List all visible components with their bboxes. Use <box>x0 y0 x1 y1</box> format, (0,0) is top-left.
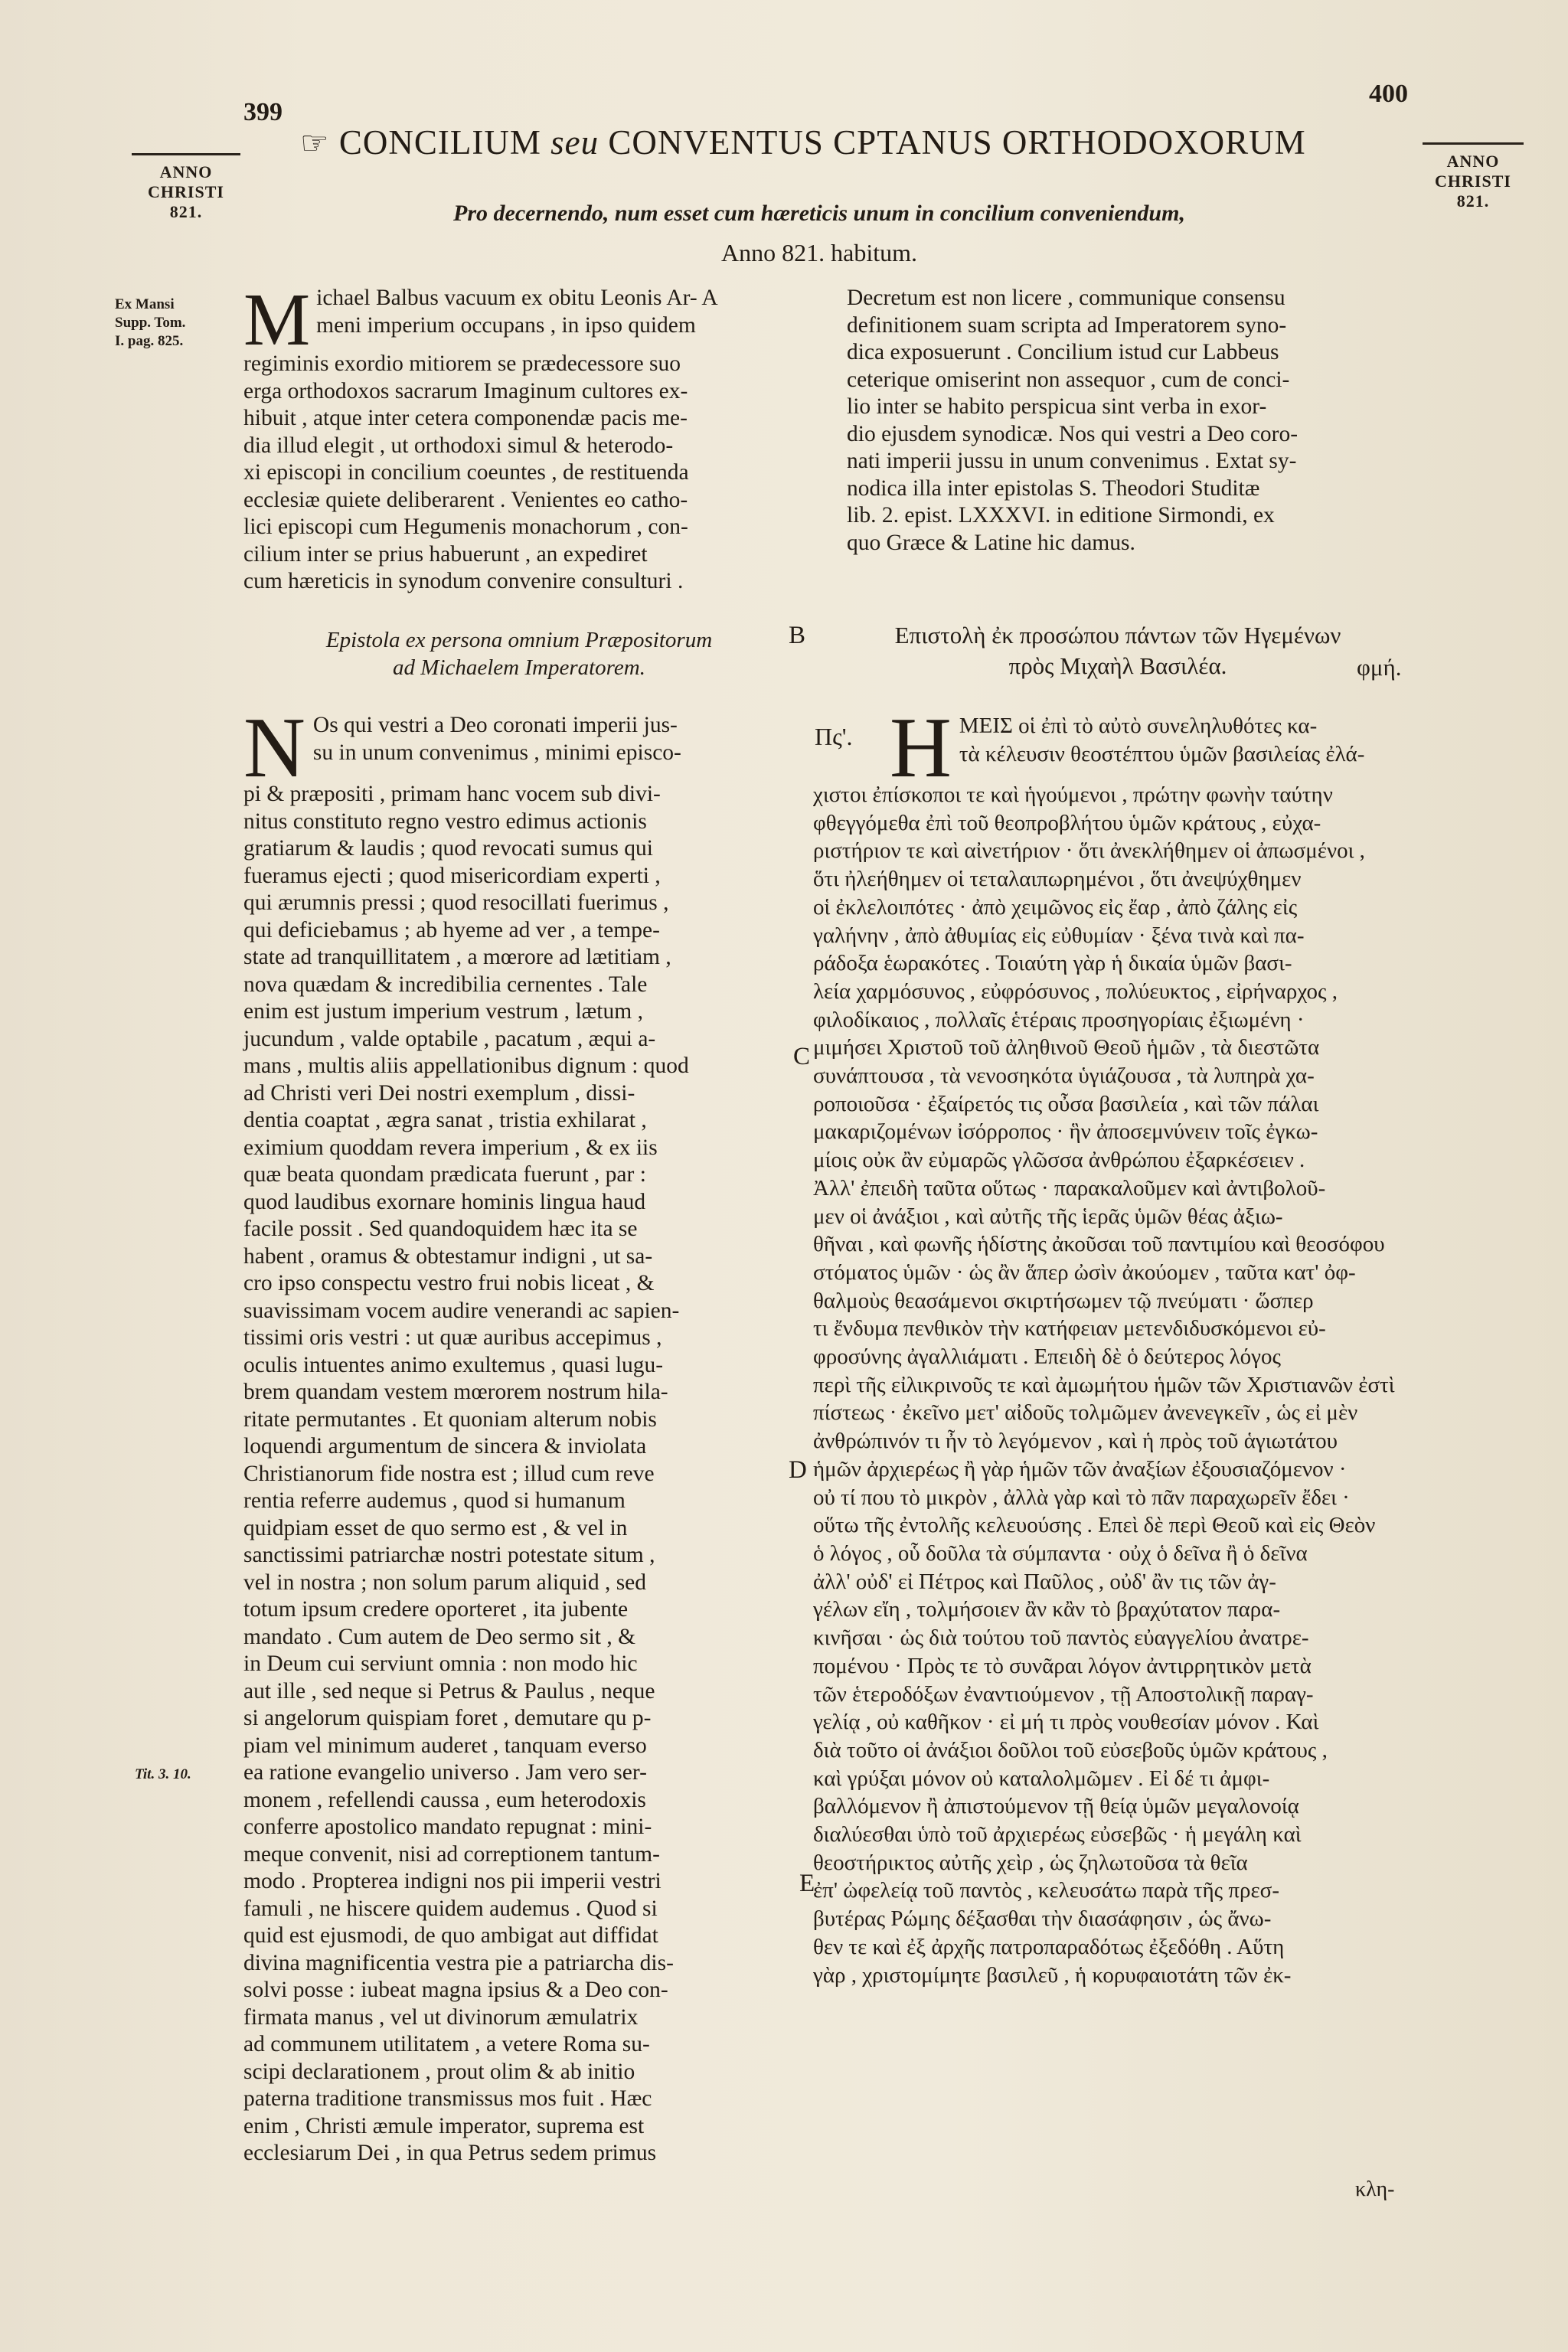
intro-line: ecclesiæ quiete deliberarent . Venientes eo catho- <box>243 487 688 512</box>
latin-line: nova quædam & incredibilia cernentes . Tale <box>243 972 648 997</box>
intro-right-column <box>847 285 1429 557</box>
greek-line: καὶ γρύξαι μόνον οὐ καταλολμῶμεν . Εἰ δέ τι ἀμφι- <box>813 1766 1270 1791</box>
intro-line: nodica illa inter epistolas S. Theodori Studitæ <box>847 475 1260 501</box>
scripture-reference: Tit. 3. 10. <box>135 1766 191 1782</box>
latin-line: Os qui vestri a Deo coronati imperii jus- <box>312 713 678 737</box>
latin-line: aut ille , sed neque si Petrus & Paulus , neque <box>243 1678 655 1704</box>
latin-line: piam vel minimum auderet , tanquam everso <box>243 1733 647 1758</box>
latin-line: scipi declarationem , prout olim & ab initio <box>243 2059 635 2084</box>
latin-line: divina magnificentia vestra pie a patriarcha dis- <box>243 1950 674 1975</box>
left-rule <box>132 153 240 155</box>
section-letter-d: D <box>789 1456 807 1484</box>
latin-line: conferre apostolico mandato repugnat : mini- <box>243 1815 652 1839</box>
latin-line: state ad tranquillitatem , a mœrore ad lætitiam , <box>243 945 671 969</box>
greek-line: διὰ τοῦτο οἱ ἀνάξιοι δοῦλοι τοῦ εὐσεβοῦς ὑμῶν κράτους , <box>813 1737 1328 1762</box>
greek-line: γέλων εἴη , τολμήσοιεν ἂν κἂν τὸ βραχύτατον παρα- <box>813 1597 1281 1622</box>
left-side-anno: ANNO <box>159 162 213 181</box>
latin-line: sanctissimi patriarchæ nostri potestate situm , <box>243 1543 655 1567</box>
latin-line: quidpiam esset de quo sermo est , & vel in <box>243 1515 628 1540</box>
right-rule <box>1423 142 1524 145</box>
intro-left-column <box>243 279 825 596</box>
latin-line: mans , multis aliis appellationibus dignum : quod <box>243 1054 689 1078</box>
latin-line: ecclesiarum Dei , in qua Petrus sedem primus <box>243 2141 657 2165</box>
left-page-number: 399 <box>243 98 283 126</box>
right-page-number: 400 <box>1369 80 1408 108</box>
latin-line: fueramus ejecti ; quod misericordiam experti , <box>243 863 661 888</box>
intro-line: lici episcopi cum Hegumenis monachorum , con- <box>243 514 688 539</box>
left-side-year: 821. <box>169 202 203 221</box>
latin-line: ritate permutantes . Et quoniam alterum nobis <box>243 1406 657 1432</box>
latin-line: oculis intuentes animo exultemus , quasi lugu- <box>243 1352 664 1377</box>
intro-line: lio inter se habito perspicua sint verba in exor- <box>847 394 1267 419</box>
greek-line: ὅτι ἠλεήθημεν οἱ τεταλαιπωρημένοι , ὅτι ἀνεψύχθημεν <box>813 867 1302 892</box>
greek-heading-line: Επιστολὴ ἐκ προσώπου πάντων τῶν Ηγεμένων <box>894 622 1341 648</box>
latin-line: famuli , ne hiscere quidem audemus . Quod si <box>243 1896 658 1921</box>
latin-line: dentia coaptat , ægra sanat , tristia exhilarat , <box>243 1108 647 1132</box>
latin-line: monem , refellendi caussa , eum heterodoxis <box>243 1787 646 1812</box>
greek-line: μακαριζομένων ἰσόρροπος · ἣν ἀποσεμνύνειν τοῖς ἐγκω- <box>813 1119 1318 1145</box>
greek-line: ράδοξα ἑωρακότες . Τοιαύτη γὰρ ἡ δικαία ὑμῶν βασι- <box>813 951 1292 976</box>
latin-line: qui deficiebamus ; ab hyeme ad ver , a tempe- <box>243 917 660 942</box>
latin-line: Christianorum fide nostra est ; illud cum reve <box>243 1461 655 1486</box>
section-letter-b: B <box>789 622 806 649</box>
latin-line: solvi posse : iubeat magna ipsius & a Deo con- <box>243 1978 668 2002</box>
intro-line: meni imperium occupans , in ipso quidem <box>316 312 696 338</box>
title-part-1: CONCILIUM <box>338 123 541 162</box>
latin-line: firmata manus , vel ut divinorum æmulatrix <box>243 2004 639 2030</box>
greek-line: μεν οἱ ἀνάξιοι , καὶ αὐτῆς τῆς ἱερᾶς ὑμῶν θέας ἀξιω- <box>813 1204 1283 1229</box>
intro-initial: M <box>243 279 311 361</box>
greek-line: τι ἔνδυμα πενθικὸν τὴν κατήφειαν μετενδιδυσκόμενοι εὐ- <box>813 1316 1326 1341</box>
section-letter-e: E <box>799 1870 815 1897</box>
greek-line: θῆναι , καὶ φωνῆς ἡδίστης ἀκοῦσαι τοῦ παντιμίου καὶ θεοσόφου <box>813 1232 1385 1257</box>
latin-line: ad communem utilitatem , a vetere Roma su- <box>243 2032 650 2056</box>
source-note-line: Supp. Tom. <box>115 315 186 331</box>
greek-initial: Η <box>890 701 952 795</box>
catchword: κλη- <box>1355 2177 1395 2201</box>
greek-line: βυτέρας Ρώμης δέξασθαι τὴν διασάφησιν , ὡς ἄνω- <box>813 1906 1272 1932</box>
latin-line: meque convenit, nisi ad correptionem tantum- <box>243 1841 660 1867</box>
intro-line: ichael Balbus vacuum ex obitu Leonis Ar- A <box>316 286 718 310</box>
latin-line: qui ærumnis pressi ; quod resocillati fuerimus , <box>243 890 669 915</box>
intro-line: xi episcopi in concilium coeuntes , de restituenda <box>243 460 689 485</box>
greek-line: λεία χαρμόσυνος , εὐφρόσυνος , πολύευκτος , εἰρήναρχος , <box>813 978 1338 1004</box>
greek-line: ἡμῶν ἀρχιερέως ἢ γὰρ ἡμῶν τῶν ἀναξίων ἐξουσιαζόμενον · <box>813 1456 1347 1481</box>
greek-line: κινῆσαι · ὡς διὰ τούτου τοῦ παντὸς εὐαγγελίου ἀνατρε- <box>813 1625 1309 1651</box>
intro-line: definitionem suam scripta ad Imperatorem syno- <box>847 312 1287 338</box>
title-part-3: CONVENTUS CPTANUS ORTHODOXORUM <box>608 123 1306 162</box>
greek-line: γαλήνην , ἀπὸ ἀθυμίας εἰς εὐθυμίαν · ξένα τινὰ καὶ πα- <box>813 923 1305 948</box>
right-side-label <box>1423 152 1524 211</box>
intro-line: Decretum est non licere , communique consensu <box>847 286 1285 310</box>
greek-line: περὶ τῆς εἰλικρινοῦς τε καὶ ἀμωμήτου ἡμῶν τῶν Χριστιανῶν ἐστὶ <box>813 1372 1395 1397</box>
latin-line: vel in nostra ; non solum parum aliquid , sed <box>243 1570 647 1595</box>
section-letter-c: C <box>793 1043 811 1070</box>
greek-line: συνάπτουσα , τὰ νενοσηκότα ὑγιάζουσα , τὰ λυπηρὰ χα- <box>813 1063 1315 1089</box>
latin-line: paterna traditione transmissus mos fuit . Hæc <box>243 2086 652 2111</box>
latin-line: quæ beata quondam prædicata fuerunt , par : <box>243 1162 646 1187</box>
latin-line: su in unum convenimus , minimi episco- <box>312 740 681 765</box>
greek-line: μίοις οὐκ ἂν εὐμαρῶς γλῶσσα ἀνθρώπου ἐξαρκέσειεν . <box>813 1148 1305 1173</box>
source-note <box>115 296 237 351</box>
greek-line: ὁ λόγος , οὗ δοῦλα τὰ σύμπαντα · οὐχ ὁ δεῖνα ἢ ὁ δεῖνα <box>813 1540 1308 1566</box>
latin-line: tissimi oris vestri : ut quæ auribus accepimus , <box>243 1325 662 1350</box>
latin-line: quid est ejusmodi, de quo ambigat aut diffidat <box>243 1923 658 1948</box>
right-side-year: 821. <box>1456 191 1490 211</box>
greek-line: φιλοδίκαιος , πολλαῖς ἑτέραις προσηγορίαις ἐξιωμένη · <box>813 1007 1305 1032</box>
latin-line: rentia referre audemus , quod si humanum <box>243 1488 626 1513</box>
latin-line: brem quandam vestem mœrorem nostrum hila- <box>243 1380 668 1404</box>
title-part-2: seu <box>550 123 599 162</box>
greek-line: θεοστήρικτος αὐτῆς χεὶρ , ὡς ζηλωτοῦσα τὰ θεῖα <box>813 1850 1248 1875</box>
greek-line: χιστοι ἐπίσκοποι τε καὶ ἡγούμενοι , πρώτην φωνὴν ταύτην <box>813 782 1333 807</box>
intro-line: cum hæreticis in synodum convenire consulturi . <box>243 569 684 593</box>
latin-line: mandato . Cum autem de Deo sermo sit , & <box>243 1624 636 1649</box>
greek-line: ριστήριον τε καὶ αἰνετήριον · ὅτι ἀνεκλήθημεν οἱ ἀπωσμένοι , <box>813 838 1365 864</box>
greek-line: θαλμοὺς θεασάμενοι σκιρτήσωμεν τῷ πνεύματι · ὥσπερ <box>813 1288 1314 1313</box>
left-side-label <box>132 162 240 222</box>
latin-text-column <box>243 701 796 2167</box>
latin-line: facile possit . Sed quandoquidem hæc ita se <box>243 1217 638 1241</box>
latin-line: in Deum cui serviunt omnia : non modo hic <box>243 1651 638 1676</box>
intro-line: quo Græce & Latine hic damus. <box>847 530 1135 555</box>
latin-line: pi & præpositi , primam hanc vocem sub divi- <box>243 782 661 806</box>
greek-line: φροσύνης ἀγαλλιάματι . Επειδὴ δὲ ὁ δεύτερος λόγος <box>813 1344 1281 1370</box>
greek-section-mark: Πς'. <box>815 723 853 750</box>
latin-line: jucundum , valde optabile , pacatum , æqui a- <box>243 1026 656 1051</box>
latin-line: si angelorum quispiam foret , demutare qu p- <box>243 1706 652 1730</box>
greek-line: φθεγγόμεθα ἐπὶ τοῦ θεοπροβλήτου ὑμῶν κράτους , εὐχα- <box>813 810 1321 835</box>
greek-line: ἐπ' ὠφελείᾳ τοῦ παντὸς , κελευσάτω παρὰ τῆς πρεσ- <box>813 1878 1279 1903</box>
pointing-hand-icon: ☞ <box>300 126 330 162</box>
greek-line: οὐ τί που τὸ μικρὸν , ἀλλὰ γὰρ καὶ τὸ πᾶν παραχωρεῖν ἔδει · <box>813 1485 1350 1510</box>
intro-line: erga orthodoxos sacrarum Imaginum cultores ex- <box>243 378 688 403</box>
latin-line: ad Christi veri Dei nostri exemplum , dissi- <box>243 1080 635 1106</box>
latin-heading <box>243 626 795 681</box>
greek-line: οὕτω τῆς ἐντολῆς κελευούσης . Επεὶ δὲ περὶ Θεοῦ καὶ εἰς Θεὸν <box>813 1513 1376 1538</box>
latin-line: suavissimam vocem audire venerandi ac sapien- <box>243 1298 680 1323</box>
greek-line: μιμήσει Χριστοῦ τοῦ ἀληθινοῦ Θεοῦ ἡμῶν , τὰ διεστῶτα <box>813 1035 1320 1060</box>
greek-line: πομένου · Πρὸς τε τὸ συνᾶραι λόγον ἀντιρρητικὸν μετὰ <box>813 1653 1312 1678</box>
latin-line: loquendi argumentum de sincera & inviolata <box>243 1434 647 1459</box>
greek-line: ΜΕΙΣ οἱ ἐπὶ τὸ αὐτὸ συνεληλυθότες κα- <box>959 714 1318 738</box>
latin-line: nitus constituto regno vestro edimus actionis <box>243 808 647 834</box>
source-note-line: Ex Mansi <box>115 296 175 312</box>
latin-line: ea ratione evangelio universo . Jam vero ser- <box>243 1760 647 1785</box>
left-side-christi: CHRISTI <box>148 182 224 201</box>
latin-line: enim est justum imperium vestrum , lætum , <box>243 999 643 1024</box>
latin-line: habent , oramus & obtestamur indigni , ut sa- <box>243 1243 653 1269</box>
page-subtitle: Pro decernendo, num esset cum hæreticis unum in concilium conveniendum, <box>453 201 1185 226</box>
year-line: Anno 821. habitum. <box>721 239 917 266</box>
greek-line: διαλύεσθαι ὑπὸ τοῦ ἀρχιερέως εὐσεβῶς · ἡ μεγάλη καὶ <box>813 1822 1302 1847</box>
latin-line: modo . Propterea indigni nos pii imperii vestri <box>243 1869 662 1893</box>
latin-line: eximium quoddam revera imperium , & ex iis <box>243 1135 658 1160</box>
intro-line: hibuit , atque inter cetera componendæ pacis me- <box>243 406 688 430</box>
greek-line: θεν τε καὶ ἐξ ἀρχῆς πατροπαραδότως ἐξεδόθη . Αὕτη <box>813 1934 1285 1959</box>
greek-line: ἀνθρώπινόν τι ἦν τὸ λεγόμενον , καὶ ἡ πρὸς τοῦ ἁγιωτάτου <box>813 1429 1338 1454</box>
intro-line: dia illud elegit , ut orthodoxi simul & heterodo- <box>243 433 674 458</box>
intro-line: regiminis exordio mitiorem se prædecessore suo <box>243 351 681 376</box>
greek-line: ροποιοῦσα · ἐξαίρετός τις οὖσα βασιλεία , καὶ τῶν πάλαι <box>813 1091 1319 1116</box>
right-side-anno: ANNO <box>1446 152 1500 171</box>
intro-line: ceterique omiserint non assequor , cum de conci- <box>847 367 1290 392</box>
right-side-christi: CHRISTI <box>1435 172 1511 191</box>
greek-heading-line: πρὸς Μιχαὴλ Βασιλέα. <box>1008 652 1227 679</box>
greek-line: ἀλλ' οὐδ' εἰ Πέτρος καὶ Παῦλος , οὐδ' ἂν τις τῶν ἀγ- <box>813 1569 1276 1594</box>
greek-line: Ἀλλ' ἐπειδὴ ταῦτα οὕτως · παρακαλοῦμεν καὶ ἀντιβολοῦ- <box>813 1175 1326 1200</box>
greek-line: πίστεως · ἐκεῖνο μετ' αἰδοῦς τολμῶμεν ἀνενεγκεῖν , ὡς εἰ μὲν <box>813 1400 1358 1426</box>
greek-text-column <box>813 701 1435 1989</box>
page-title <box>300 122 1306 162</box>
latin-initial: N <box>243 701 305 795</box>
latin-line: gratiarum & laudis ; quod revocati sumus qui <box>243 836 654 861</box>
latin-heading-line: Epistola ex persona omnium Præpositorum <box>325 628 713 652</box>
greek-line: βαλλόμενον ἢ ἀπιστούμενον τῇ θείᾳ ὑμῶν μεγαλονοίᾳ <box>813 1794 1299 1819</box>
greek-line: τὰ κέλευσιν θεοστέπτου ὑμῶν βασιλείας ἐλά- <box>959 741 1365 766</box>
greek-line: στόματος ὑμῶν · ὡς ἂν ἅπερ ὠσὶν ἀκούομεν , ταῦτα κατ' ὀφ- <box>813 1259 1356 1285</box>
intro-line: lib. 2. epist. LXXXVI. in editione Sirmondi, ex <box>847 503 1275 528</box>
latin-heading-line: ad Michaelem Imperatorem. <box>393 655 645 680</box>
greek-line: γελίᾳ , οὐ καθῆκον · εἰ μή τι πρὸς νουθεσίαν μόνον . Καὶ <box>813 1710 1319 1735</box>
intro-line: nati imperii jussu in unum convenimus . Extat sy- <box>847 449 1297 473</box>
greek-line: τῶν ἑτεροδόξων ἐναντιούμενον , τῇ Αποστολικῇ παραγ- <box>813 1681 1314 1707</box>
intro-line: dica exposuerunt . Concilium istud cur Labbeus <box>847 340 1279 364</box>
greek-heading-number: φμή. <box>1357 654 1402 681</box>
latin-line: totum ipsum credere oporteret , ita jubente <box>243 1597 629 1622</box>
latin-line: enim , Christi æmule imperator, suprema est <box>243 2113 645 2138</box>
source-note-line: I. pag. 825. <box>115 333 184 349</box>
greek-heading <box>842 620 1393 681</box>
intro-line: dio ejusdem synodicæ. Nos qui vestri a Deo coro- <box>847 421 1298 446</box>
intro-line: cilium inter se prius habuerunt , an expediret <box>243 541 648 567</box>
greek-line: γὰρ , χριστομίμητε βασιλεῦ , ἡ κορυφαιοτάτη τῶν ἐκ- <box>813 1962 1292 1988</box>
latin-line: cro ipso conspectu vestro frui nobis liceat , & <box>243 1271 655 1295</box>
greek-line: οἱ ἐκλελοιπότες · ἀπὸ χειμῶνος εἰς ἔαρ , ἀπὸ ζάλης εἰς <box>813 894 1298 920</box>
latin-line: quod laudibus exornare hominis lingua haud <box>243 1189 646 1214</box>
